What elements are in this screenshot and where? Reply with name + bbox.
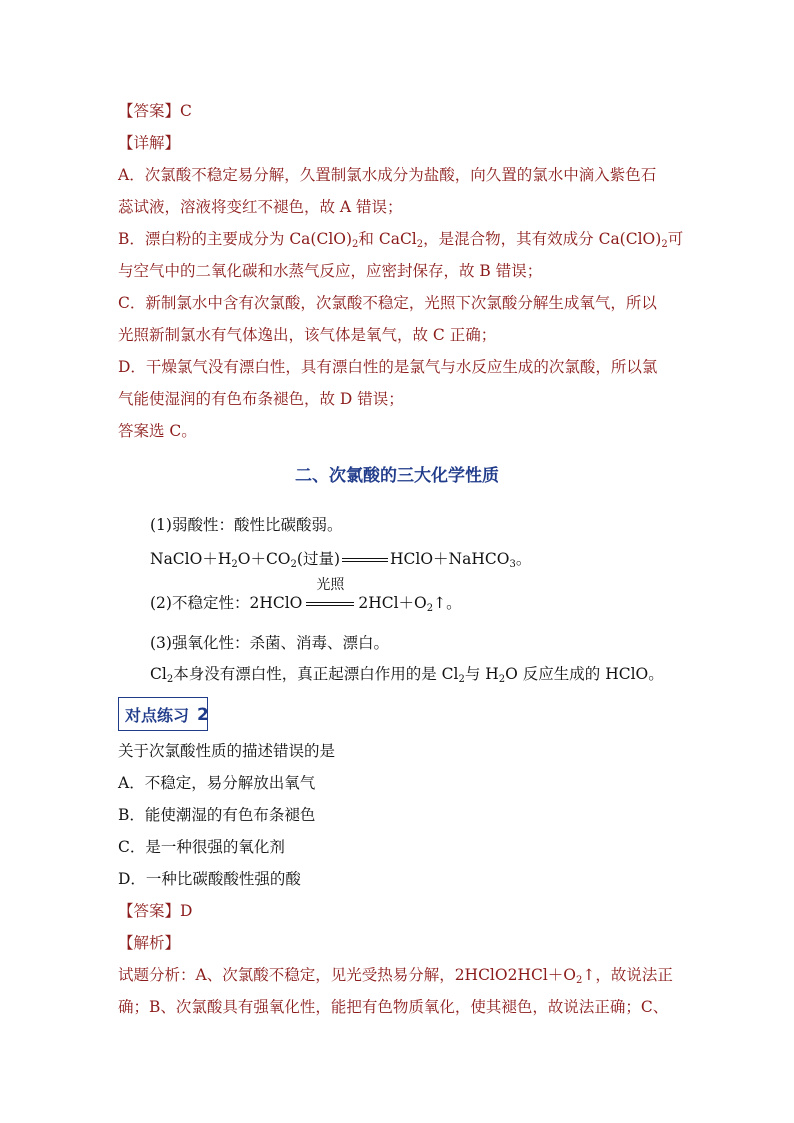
property-note [150, 663, 664, 685]
text: (2)不稳定性：2HClO [150, 594, 303, 612]
q1-answer-line [118, 100, 192, 122]
explain-c-line1: C．新制氯水中含有次氯酸，次氯酸不稳定，光照下次氯酸分解生成氧气，所以 [118, 294, 657, 312]
subscript: 2 [426, 603, 434, 614]
practice-label: 对点练习 [125, 706, 190, 725]
text: O 反应生成的 HClO。 [505, 665, 664, 683]
reaction-condition [306, 577, 354, 614]
text: NaClO＋H [150, 550, 232, 568]
subscript: 2 [661, 239, 668, 250]
section-heading: 二、次氯酸的三大化学性质 [295, 466, 499, 486]
practice-label-box [118, 697, 208, 731]
property-3: (3)强氧化性：杀菌、消毒、漂白。 [150, 634, 389, 652]
practice-answer-line [118, 900, 192, 922]
property-1: (1)弱酸性：酸性比碳酸弱。 [150, 516, 343, 534]
text: ↑。 [433, 594, 462, 612]
option-c: C．是一种很强的氧化剂 [118, 838, 285, 856]
explain-d-line2: 气能使湿润的有色布条褪色，故 D 错误； [118, 390, 404, 408]
text: 。 [515, 550, 532, 568]
text: ，是混合物，其有效成分 Ca(ClO) [423, 230, 662, 248]
subscript: 2 [498, 674, 506, 685]
text: O＋CO [237, 550, 291, 568]
text: Cl [150, 665, 167, 683]
analysis-line1 [118, 964, 673, 986]
text: B．漂白粉的主要成分为 Ca(ClO) [118, 230, 353, 248]
subscript: 2 [416, 239, 424, 250]
subscript: 3 [509, 559, 516, 570]
equal-sign [342, 548, 388, 570]
subscript: 2 [458, 674, 465, 685]
text: (过量) [296, 550, 340, 568]
text: 和 CaCl [358, 230, 417, 248]
explain-d-line1: D．干燥氯气没有漂白性，具有漂白性的是氯气与水反应生成的次氯酸，所以氯 [118, 358, 658, 376]
subscript: 2 [576, 975, 583, 986]
text: 试题分析：A、次氯酸不稳定，见光受热易分解，2HClO2HCl＋O [118, 966, 577, 984]
answer-tag: 【答案】 [118, 102, 181, 120]
answer-value: C [180, 102, 192, 120]
analysis-tag: 【解析】 [118, 934, 181, 952]
subscript: 2 [166, 674, 174, 685]
option-d: D．一种比碳酸酸性强的酸 [118, 870, 301, 888]
subscript: 2 [352, 239, 359, 250]
answer-tag: 【答案】 [118, 902, 181, 920]
option-b: B．能使潮湿的有色布条褪色 [118, 806, 316, 824]
option-a: A．不稳定，易分解放出氧气 [118, 774, 316, 792]
property-2 [150, 577, 462, 614]
text: 2HCl＋O [358, 594, 427, 612]
explain-a-line1: A．次氯酸不稳定易分解，久置制氯水成分为盐酸，向久置的氯水中滴入紫色石 [118, 166, 657, 184]
text: ↑，故说法正 [582, 966, 673, 984]
condition-text: 光照 [316, 577, 345, 593]
answer-value: D [180, 902, 193, 920]
practice-number: 2 [197, 705, 209, 725]
subscript: 2 [231, 559, 238, 570]
explain-tag: 【详解】 [118, 134, 181, 152]
subscript: 2 [290, 559, 297, 570]
explain-b-line2: 与空气中的二氧化碳和水蒸气反应，应密封保存，故 B 错误； [118, 262, 543, 280]
text: 与 H [464, 665, 499, 683]
equation-1 [150, 548, 531, 570]
conclusion: 答案选 C。 [118, 422, 197, 440]
text: 可 [667, 230, 684, 248]
practice-question: 关于次氯酸性质的描述错误的是 [118, 742, 336, 760]
explain-c-line2: 光照新制氯水有气体逸出，该气体是氧气，故 C 正确； [118, 326, 497, 344]
analysis-line2: 确；B、次氯酸具有强氧化性，能把有色物质氧化，使其褪色，故说法正确；C、 [118, 998, 669, 1016]
explain-a-line2: 蕊试液，溶液将变红不褪色，故 A 错误； [118, 198, 403, 216]
text: HClO＋NaHCO [390, 550, 510, 568]
text: 本身没有漂白性，真正起漂白作用的是 Cl [173, 665, 459, 683]
explain-b-line1 [118, 228, 683, 250]
